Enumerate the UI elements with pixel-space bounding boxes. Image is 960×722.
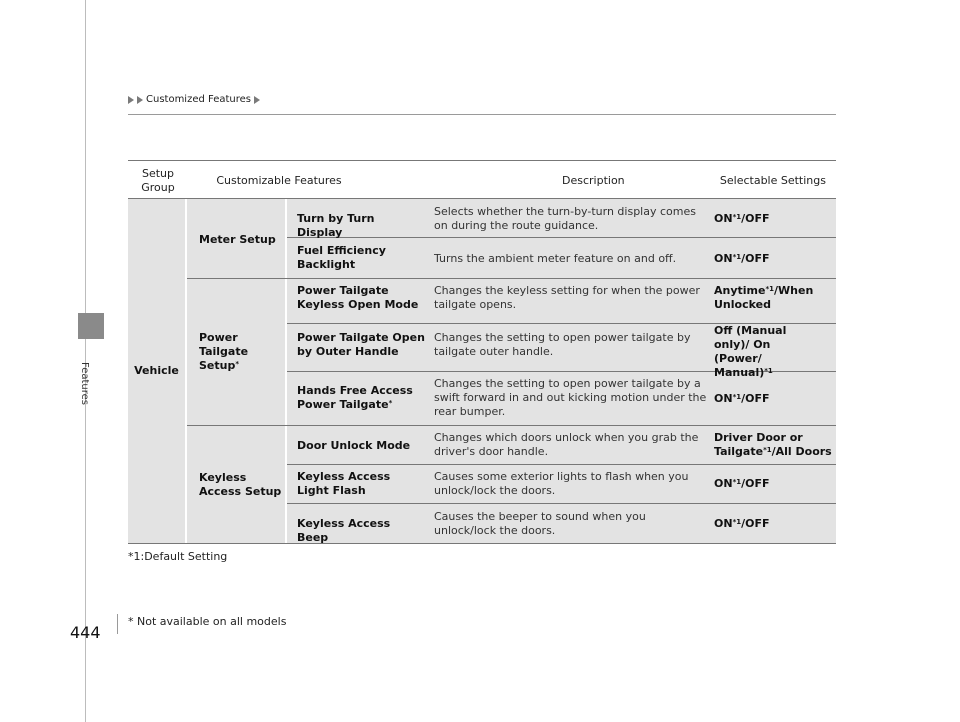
description-turn-by-turn-display: Selects whether the turn-by-turn display comes on during the route guidance. xyxy=(434,205,696,232)
settings-keyless-access-light-flash: ON$^{*1}$/OFF xyxy=(714,477,770,490)
section-tab-marker xyxy=(78,313,104,339)
description-door-unlock-mode: Changes which doors unlock when you grab the driver's door handle. xyxy=(434,431,699,458)
header-description: Description xyxy=(562,174,625,187)
subgroup-power-tailgate-label: Power Tailgate Setup xyxy=(199,331,249,372)
description-fuel-efficiency-backlight: Turns the ambient meter feature on and off. xyxy=(434,252,677,265)
feature-power-tailgate-keyless-open-mode: Power Tailgate Keyless Open Mode xyxy=(297,284,419,311)
feature-door-unlock-mode: Door Unlock Mode xyxy=(297,439,411,452)
row-rule xyxy=(287,503,836,504)
feature-hands-free-access-power-tailgate: Hands Free Access Power Tailgate* xyxy=(297,384,413,411)
table-top-rule xyxy=(128,160,836,161)
feature-fuel-efficiency-backlight: Fuel Efficiency Backlight xyxy=(297,244,386,271)
default-setting-footnote: *1:Default Setting xyxy=(128,550,228,563)
subgroup-meter-setup: Meter Setup xyxy=(199,233,276,246)
settings-hands-free-access-power-tailgate: ON$^{*1}$/OFF xyxy=(714,392,770,405)
row-rule xyxy=(187,425,836,426)
breadcrumb-link[interactable]: Customized Features xyxy=(146,94,252,105)
header-customizable-features: Customizable Features xyxy=(216,174,342,187)
breadcrumb-arrow-icon xyxy=(128,96,134,104)
settings-door-unlock-mode: Driver Door or Tailgate$^{*1}$/All Doors xyxy=(714,431,832,458)
settings-fuel-efficiency-backlight: ON$^{*1}$/OFF xyxy=(714,252,770,265)
feature-keyless-access-light-flash: Keyless Access Light Flash xyxy=(297,470,391,497)
setup-group-vehicle: Vehicle xyxy=(134,364,179,377)
description-keyless-access-beep: Causes the beeper to sound when you unlock/lock the doors. xyxy=(434,510,646,537)
subgroup-power-tailgate-setup xyxy=(199,331,259,373)
settings-turn-by-turn-display: ON$^{*1}$/OFF xyxy=(714,212,770,225)
header-selectable-settings: Selectable Settings xyxy=(719,174,826,187)
feature-turn-by-turn-display: Turn by Turn Display xyxy=(297,212,375,239)
subgroup-keyless-access-setup: Keyless Access Setup xyxy=(199,471,282,498)
header-setup-group: Setup Group xyxy=(141,167,175,194)
settings-power-tailgate-open-by-outer-handle: Off (Manual only)/ On (Power/ Manual)$^{*1}$ xyxy=(714,324,787,379)
page-number: 444 xyxy=(70,623,101,642)
column-separator xyxy=(185,199,187,543)
settings-power-tailgate-keyless-open-mode: Anytime$^{*1}$/When Unlocked xyxy=(714,284,814,311)
breadcrumb-arrow-icon xyxy=(137,96,143,104)
availability-asterisk: * xyxy=(235,360,240,368)
availability-note: * Not available on all models xyxy=(128,615,287,628)
description-power-tailgate-keyless-open-mode: Changes the keyless setting for when the power tailgate opens. xyxy=(434,284,700,311)
table-bottom-rule xyxy=(128,543,836,544)
row-rule xyxy=(187,278,836,279)
description-hands-free-access-power-tailgate: Changes the setting to open power tailgate by a swift forward in and out kicking motion under the rear bumper. xyxy=(434,377,707,418)
side-rule xyxy=(85,0,86,722)
feature-keyless-access-beep: Keyless Access Beep xyxy=(297,517,391,544)
feature-power-tailgate-open-by-outer-handle: Power Tailgate Open by Outer Handle xyxy=(297,331,425,358)
footer-divider xyxy=(117,614,118,634)
breadcrumb xyxy=(128,94,260,105)
breadcrumb-arrow-icon xyxy=(254,96,260,104)
section-tab-label: Features xyxy=(79,362,90,405)
header-divider xyxy=(128,114,836,115)
row-rule xyxy=(287,464,836,465)
description-keyless-access-light-flash: Causes some exterior lights to flash when you unlock/lock the doors. xyxy=(434,470,689,497)
settings-keyless-access-beep: ON$^{*1}$/OFF xyxy=(714,517,770,530)
description-power-tailgate-open-by-outer-handle: Changes the setting to open power tailgate by tailgate outer handle. xyxy=(434,331,691,358)
